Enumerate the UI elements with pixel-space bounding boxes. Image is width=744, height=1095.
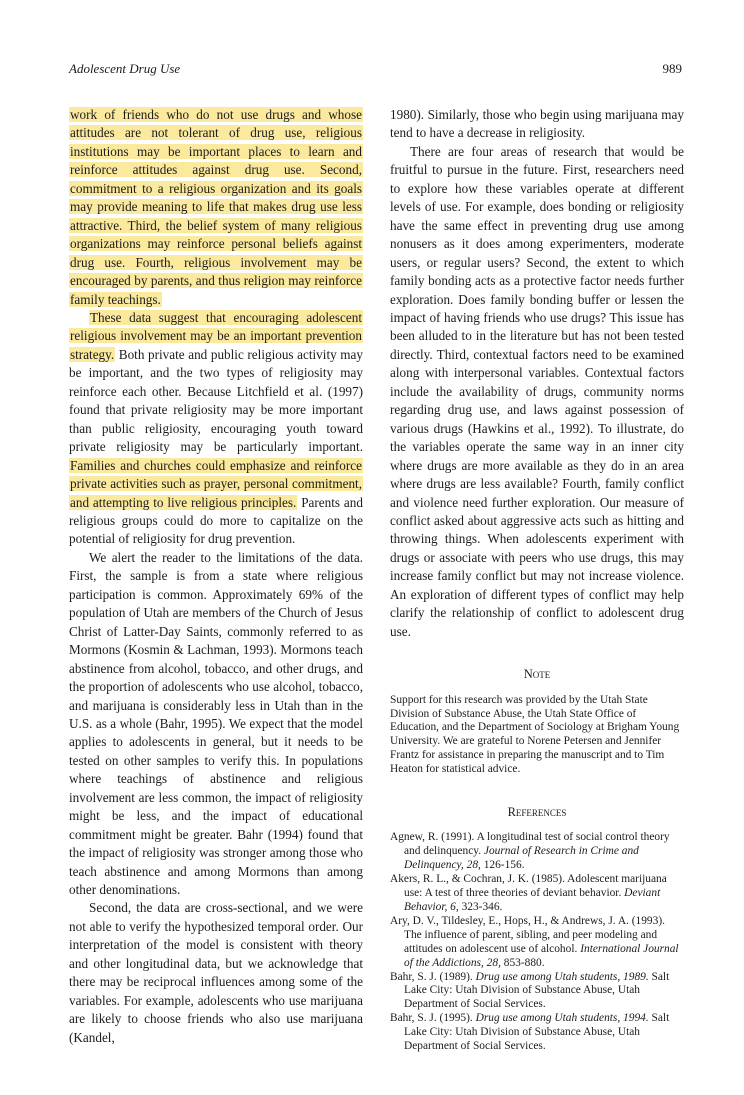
highlight: These data suggest that encouraging adolescent religious involvement may be an important prevention strategy. [70,309,362,362]
paragraph: We alert the reader to the limitations of the data. First, the sample is from a state where religious participation is common. Approximately 69% of the population of Utah are members of the Church of Jesus Christ of Latter-Day Saints, commonly referred to as Mormons (Kosmin & Lachman, 1993). Mormons teach abstinence from alcohol, tobacco, and other drugs, and the proportion of adolescents who use alcohol, tobacco, and marijuana is considerably less in Utah than in the U.S. as a whole (Bahr, 1995). We expect that the model applies to adolescents in general, but it needs to be tested on other samples to verify this. In populations where teachings of abstinence and religious involvement are less common, the impact of religiosity might be less, and the impact of educational commitment might be greater. Bahr (1994) found that the impact of religiosity was stronger among those who teach abstinence and among Mormons than among other denominations. [69,549,363,898]
reference-entry: Bahr, S. J. (1989). Drug use among Utah students, 1989. Salt Lake City: Utah Division of Substance Abuse, Utah Department of Social Services. [390,970,670,1011]
reference-list [390,831,684,1054]
highlight: work of friends who do not use drugs and whose attitudes are not tolerant of drug use, religious institutions may be important places to learn and reinforce attitudes against drug use. Second, commitment to a religious organization and its goals may provide meaning to life that makes drug use less attractive. Third, the belief system of many religious organizations may reinforce personal beliefs against drug use. Fourth, religious involvement may be encouraged by parents, and thus religion may reinforce family teachings. [70,107,362,307]
reference-entry: Bahr, S. J. (1995). Drug use among Utah students, 1994. Salt Lake City: Utah Division of Substance Abuse, Utah Department of Social Services. [390,1012,670,1053]
paragraph: There are four areas of research that would be fruitful to pursue in the future. First, researchers need to explore how these variables operate at different levels of use. For example, does bonding or religiosity have the same effect in preventing drug use among nonusers as it does among experimenters, moderate users, or regular users? Second, the extent to which family bonding acts as a protective factor needs further exploration. Does family bonding buffer or lessen the impact of having friends who use drugs? This issue has been alluded to in the literature but has not been tested directly. Third, contextual factors need to be examined along with interpersonal variables. Contextual factors include the availability of drugs, community norms regarding drug use, and laws against possession of various drugs (Hawkins et al., 1992). To illustrate, do the variables operate the same way in an inner city where drugs are more available as they do in an area where drugs are less available? Fourth, family conflict and violence need further exploration. Our measure of conflict asked about aggressive acts such as hitting and throwing things. When adolescents experiment with drugs or associate with peers who use drugs, this may increase family conflict but may not increase violence. An exploration of different types of conflict may help clarify the relationship of conflict to adolescent drug use. [390,143,684,639]
body-text: Parents and religious groups could do more to capitalize on the potential of religiosity for drug prevention. [69,494,363,547]
running-head: Adolescent Drug Use [69,61,181,76]
highlight: Families and churches could emphasize and reinforce private activities such as prayer, personal commitment, and attempting to live religious principles. [70,457,362,510]
left-column [69,106,363,1047]
paragraph [69,106,363,309]
page-number: 989 [662,61,682,76]
reference-entry: Akers, R. L., & Cochran, J. K. (1985). Adolescent marijuana use: A test of three theories of deviant behavior. Deviant Behavior, 6, 323-346. [390,873,667,914]
body-text: Both private and public religious activity may be important, and the two types of religiosity may reinforce each other. Because Litchfield et al. (1997) found that private religiosity may be more important than public religiosity, encouraging youth toward private religiosity may be particularly important. [69,346,363,455]
paragraph: 1980). Similarly, those who begin using marijuana may tend to have a decrease in religiosity. [390,107,684,141]
reference-entry: Agnew, R. (1991). A longitudinal test of social control theory and delinquency. Journal of Research in Crime and Delinquency, 28, 126-156. [390,831,670,872]
paragraph [69,309,363,549]
reference-entry: Ary, D. V., Tildesley, E., Hops, H., & Andrews, J. A. (1993). The influence of parent, sibling, and peer modeling and attitudes on adolescent use of alcohol. International Journal of the Addictions, 28, 853-880. [390,914,679,969]
references-heading: References [507,805,567,820]
note-heading: Note [523,667,551,682]
note-text: Support for this research was provided by the Utah State Division of Substance Abuse, the Utah State Office of Education, and the Department of Sociology at Brigham Young University. We are grateful to Norene Petersen and Jennifer Frantz for assistance in preparing the manuscript and to Tim Heaton for statistical advice. [390,693,680,776]
right-column [390,106,684,1054]
paragraph: Second, the data are cross-sectional, and we were not able to verify the hypothesized temporal order. Our interpretation of the model is consistent with theory and other longitudinal data, but we acknowledge that there may be reciprocal influences among some of the variables. For example, adolescents who use marijuana are likely to choose friends who also use marijuana (Kandel, [69,900,363,1045]
